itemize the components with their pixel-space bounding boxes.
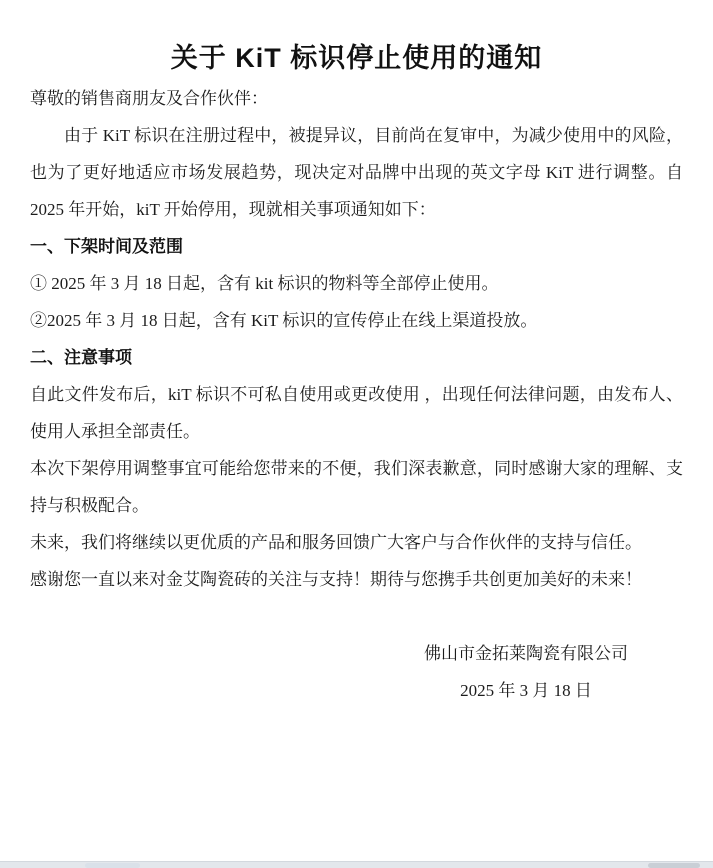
signature-inner [424,635,628,709]
signature-company: 佛山市金拓莱陶瓷有限公司 [424,644,628,663]
section2-paragraph-thanks: 感谢您一直以来对金艾陶瓷砖的关注与支持！期待与您携手共创更加美好的未来！ [30,570,642,589]
section2-heading: 二、注意事项 [30,348,132,367]
scrollbar-tint-segment [85,863,140,868]
section1-item-1: ① 2025 年 3 月 18 日起，含有 kit 标识的物料等全部停止使用。 [30,274,499,293]
intro-paragraph: 由于 KiT 标识在注册过程中，被提异议，目前尚在复审中，为减少使用中的风险，也为了更好地适应市场发展趋势，现决定对品牌中出现的英文字母 KiT 进行调整。自 2025 年开始，kiT 开始停用，现就相关事项通知如下： [30,126,683,219]
section2-paragraph-apology: 本次下架停用调整事宜可能给您带来的不便，我们深表歉意，同时感谢大家的理解、支持与积极配合。 [30,459,683,515]
section1-heading: 一、下架时间及范围 [30,237,183,256]
section2-paragraph-liability: 自此文件发布后，kiT 标识不可私自使用或更改使用 ，出现任何法律问题，由发布人、使用人承担全部责任。 [30,385,683,441]
horizontal-scrollbar-thumb[interactable] [648,863,700,868]
signature-date: 2025 年 3 月 18 日 [460,681,592,700]
notice-title: 关于 KiT 标识停止使用的通知 [170,43,543,73]
signature-block [30,635,683,709]
greeting-line: 尊敬的销售商朋友及合作伙伴： [30,89,268,108]
section1-item-2: ②2025 年 3 月 18 日起，含有 KiT 标识的宣传停止在线上渠道投放。 [30,311,538,330]
horizontal-scrollbar-track[interactable] [0,861,713,868]
section2-paragraph-future: 未来，我们将继续以更优质的产品和服务回馈广大客户与合作伙伴的支持与信任。 [30,533,642,552]
